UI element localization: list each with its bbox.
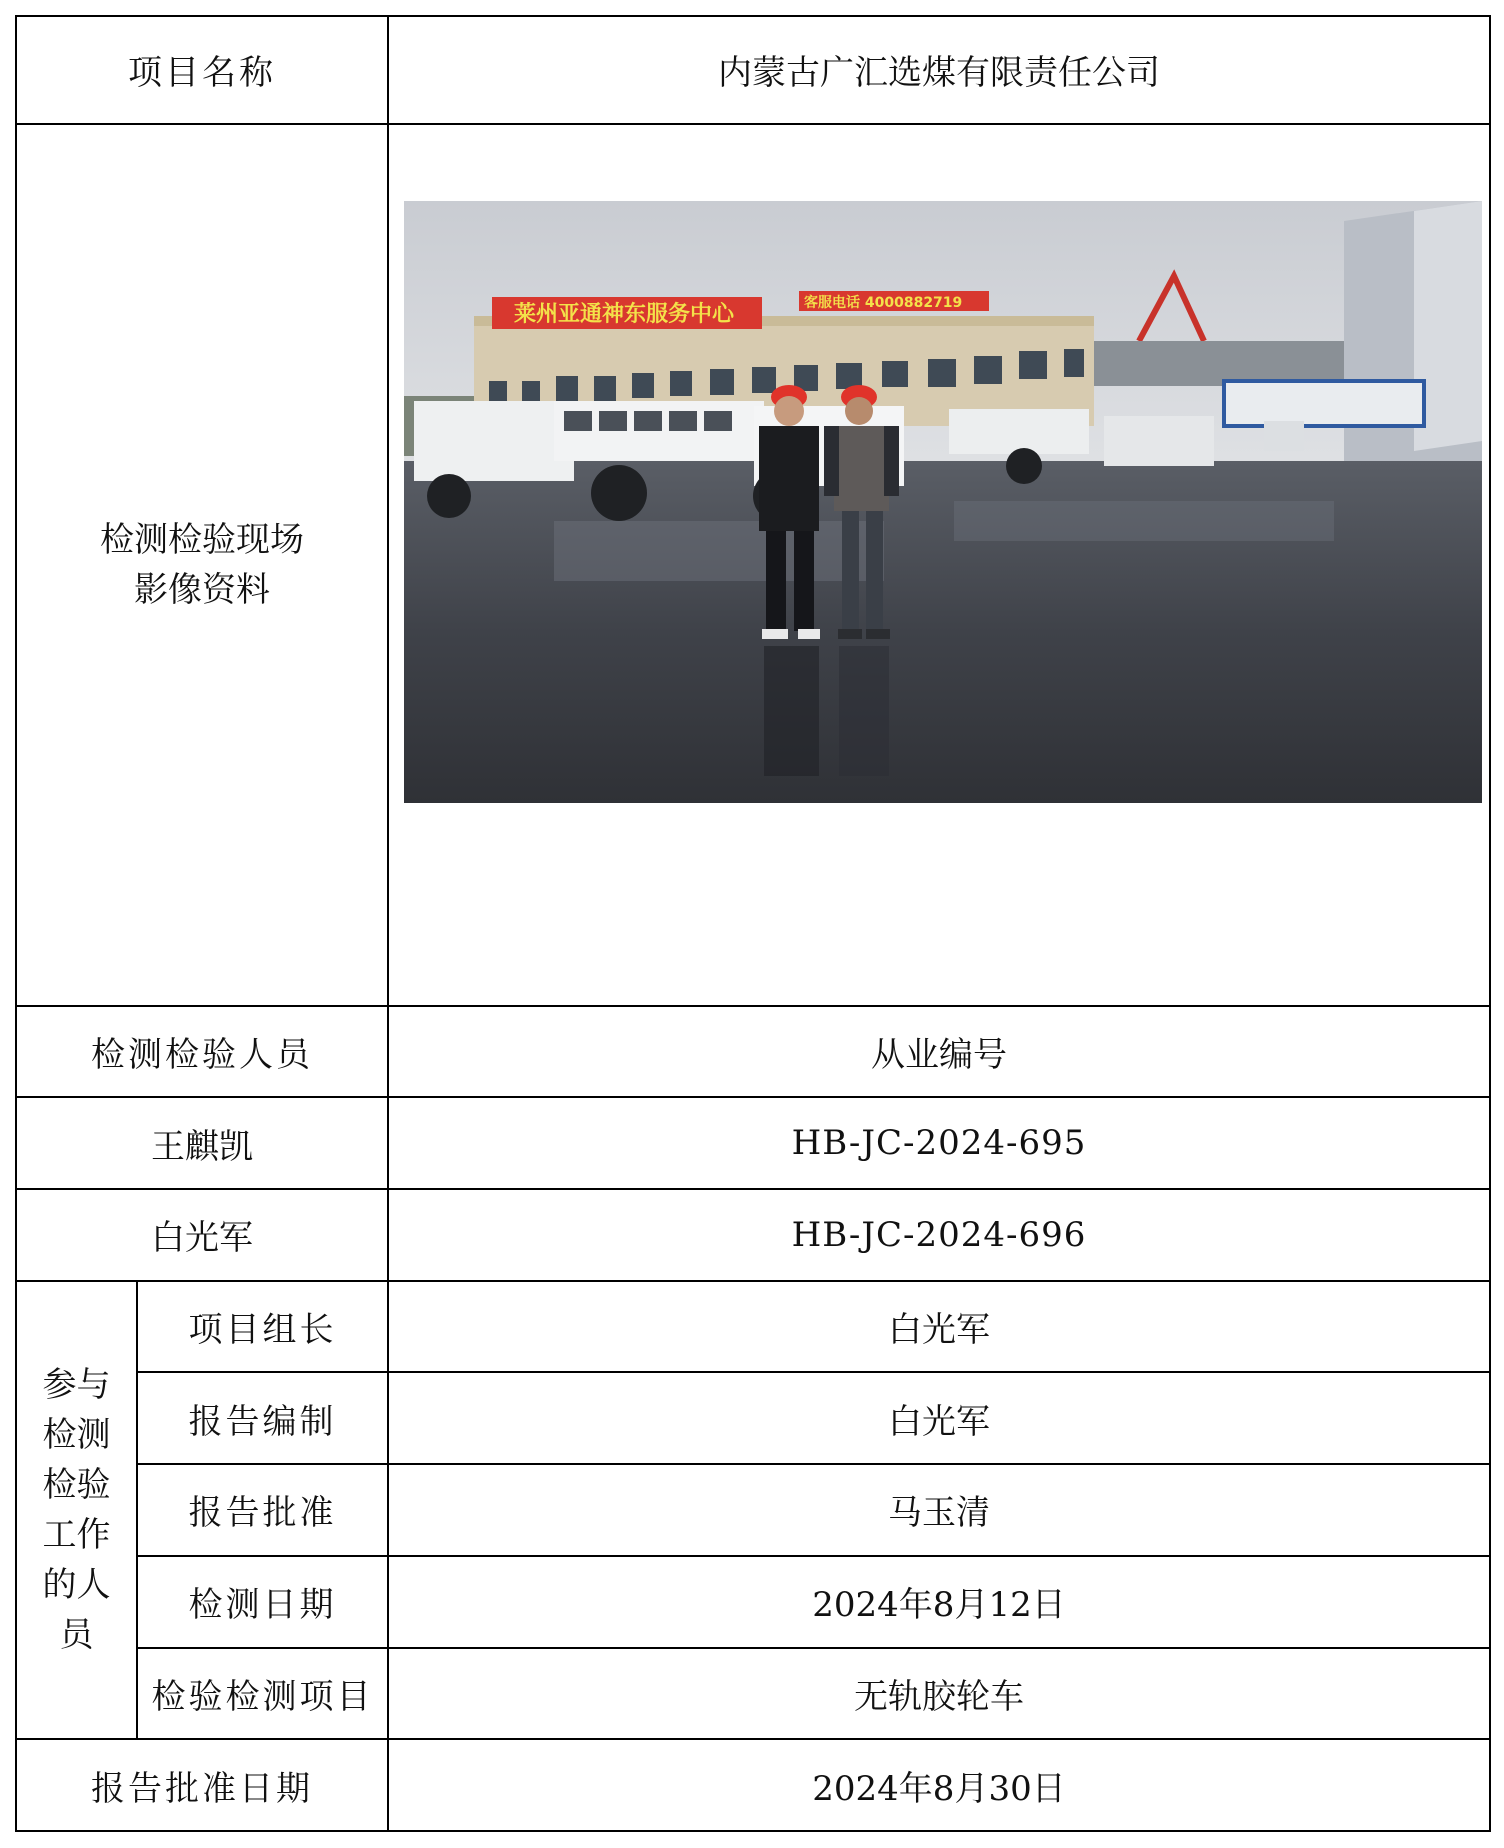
inspector-license-id: HB-JC-2024-695: [388, 1097, 1490, 1189]
participant-role-label: 项目组长: [137, 1281, 388, 1373]
inspector-row: [16, 1097, 1490, 1189]
approval-date-row: [16, 1739, 1490, 1831]
group-label-line: 检测: [42, 1414, 111, 1455]
inspector-header-label: 检测检验人员: [16, 1006, 388, 1098]
inspector-header-row: [16, 1006, 1490, 1098]
participant-role-value: 白光军: [388, 1372, 1490, 1464]
report-info-table: [15, 15, 1491, 1832]
group-label-line: 检验: [42, 1464, 111, 1505]
photo-label-line2: 影像资料: [134, 569, 270, 610]
participant-role-label: 报告批准: [137, 1464, 388, 1556]
participants-group-label: [16, 1281, 137, 1740]
project-name-label: 项目名称: [16, 16, 388, 124]
participant-role-label: 报告编制: [137, 1372, 388, 1464]
participant-row: [16, 1648, 1490, 1740]
participant-role-value: 白光军: [388, 1281, 1490, 1373]
inspector-row: [16, 1189, 1490, 1281]
group-label-line: 工作: [42, 1514, 111, 1555]
phone-sign-text: 客服电话 4000882719: [804, 294, 963, 311]
inspector-name: 王麒凯: [16, 1097, 388, 1189]
inspection-item-value: 无轨胶轮车: [388, 1648, 1490, 1740]
site-photo-illustration: [404, 201, 1482, 803]
participant-row: [16, 1556, 1490, 1648]
group-label-line: 参与: [42, 1364, 111, 1405]
group-label-line: 员: [59, 1614, 94, 1655]
project-name-value: 内蒙古广汇选煤有限责任公司: [388, 16, 1490, 124]
inspector-license-id: HB-JC-2024-696: [388, 1189, 1490, 1281]
group-label-line: 的人: [42, 1564, 111, 1605]
site-photo: [404, 201, 1482, 803]
photo-label-line1: 检测检验现场: [100, 519, 304, 560]
photo-cell: [388, 124, 1490, 1006]
inspector-name: 白光军: [16, 1189, 388, 1281]
blue-cabin: [1224, 381, 1424, 426]
participant-row: [16, 1372, 1490, 1464]
participant-role-label: 检测日期: [137, 1556, 388, 1648]
photo-label: [16, 124, 388, 1006]
inspection-date-value: 2024年8月12日: [388, 1556, 1490, 1648]
rooftop-sign-text: 莱州亚通神东服务中心: [514, 301, 735, 327]
approval-date-value: 2024年8月30日: [388, 1739, 1490, 1831]
participant-role-value: 马玉清: [388, 1464, 1490, 1556]
project-name-row: [16, 16, 1490, 124]
approval-date-label: 报告批准日期: [16, 1739, 388, 1831]
participant-role-label: 检验检测项目: [137, 1648, 388, 1740]
photo-row: [16, 124, 1490, 1006]
participant-row: [16, 1281, 1490, 1373]
participant-row: [16, 1464, 1490, 1556]
license-header-label: 从业编号: [388, 1006, 1490, 1098]
